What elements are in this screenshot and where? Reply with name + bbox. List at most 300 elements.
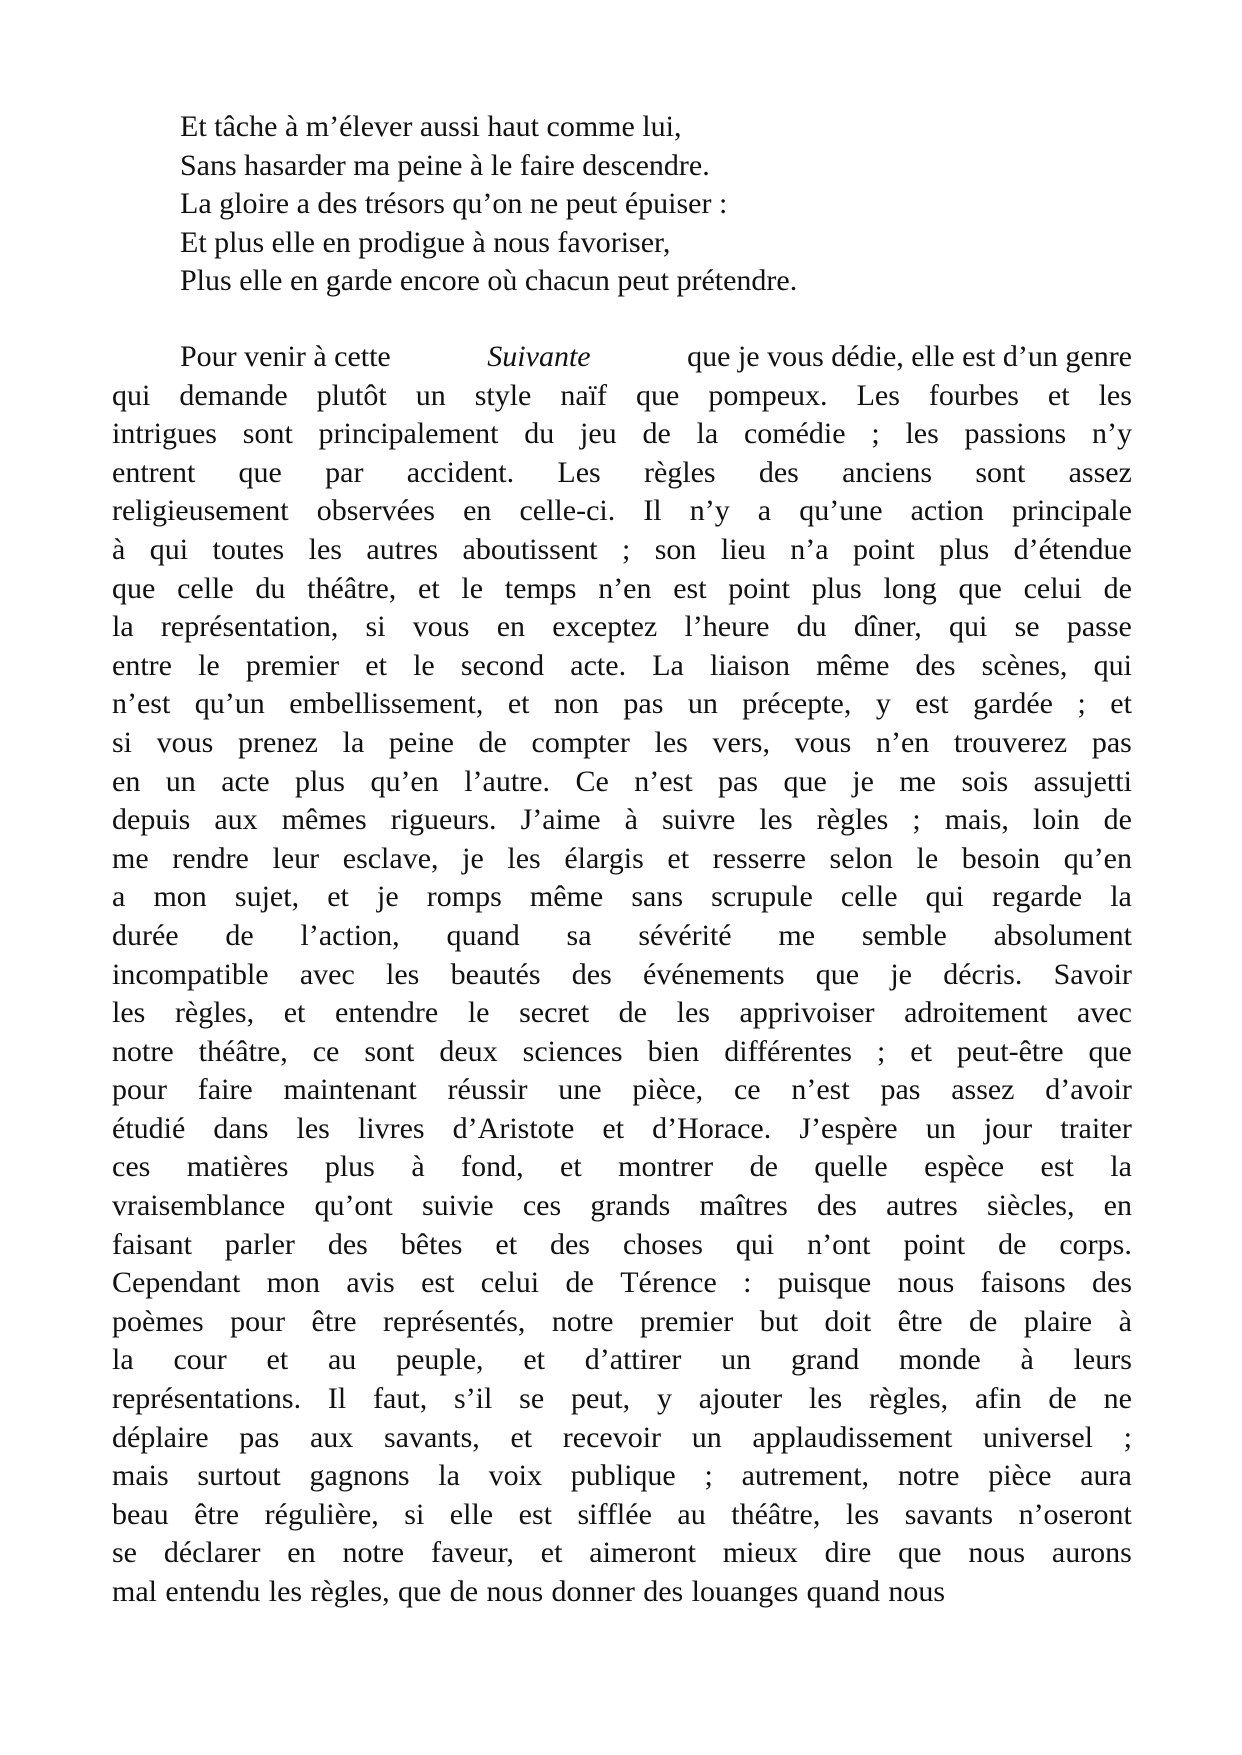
prose-line [112, 1380, 1132, 1419]
word: les [112, 996, 146, 1030]
word: l’action, [300, 918, 400, 952]
word: les [1098, 378, 1132, 412]
word: action [910, 494, 984, 528]
word: que [1088, 1034, 1132, 1068]
prose-line [112, 685, 1132, 724]
word: par [325, 455, 364, 489]
verse-block [180, 108, 1080, 301]
word: au [677, 1497, 706, 1531]
word: aura [1080, 1459, 1132, 1493]
word: acte. [570, 648, 627, 682]
word: publique [570, 1459, 676, 1493]
word: décris. [943, 957, 1023, 991]
word: pas [623, 687, 664, 721]
word: point [853, 532, 915, 566]
word: qui [1093, 648, 1132, 682]
word: y [875, 687, 891, 721]
word: représentation, [160, 610, 339, 644]
word: mêmes [281, 803, 367, 837]
word: liaison [709, 648, 790, 682]
word: vous [794, 725, 852, 759]
word: en [463, 494, 492, 528]
word: ce [312, 1034, 340, 1068]
prose-line [112, 531, 1132, 570]
word: événements [642, 957, 785, 991]
word: de [1048, 1382, 1077, 1416]
word: si [112, 725, 133, 759]
word: pour [230, 1304, 286, 1338]
word: sont [364, 1034, 415, 1068]
word: en [1103, 1189, 1132, 1223]
word: acte [221, 764, 270, 798]
word: vraisemblance [112, 1189, 286, 1223]
verse-line: La gloire a des trésors qu’on ne peut épuiser : [180, 187, 728, 220]
word: avis [346, 1266, 395, 1300]
word: et [266, 1343, 289, 1377]
word: mal [112, 1575, 157, 1608]
word: de [642, 417, 671, 451]
word: jour [983, 1111, 1033, 1145]
prose-line [112, 647, 1132, 686]
word: de [969, 1304, 998, 1338]
prose-line [112, 801, 1132, 840]
word: sujet, [234, 880, 300, 914]
word: beau [112, 1497, 169, 1531]
word: qui [735, 1227, 775, 1261]
word: un [687, 687, 718, 721]
word: n’a [790, 532, 829, 566]
word: embellissement, [289, 687, 484, 721]
word: n’est [791, 1073, 850, 1107]
word: semble [861, 918, 947, 952]
word: de [449, 1575, 479, 1608]
word: apprivoiser [739, 996, 875, 1030]
word: secret [519, 996, 590, 1030]
word: passions [964, 417, 1067, 451]
word: donner [551, 1575, 635, 1608]
word: d’Horace. [652, 1111, 772, 1145]
word: leur [272, 841, 320, 875]
word: plaire [1023, 1304, 1093, 1338]
word: pièce, [632, 1073, 704, 1107]
word: esclave, [342, 841, 439, 875]
prose-line [112, 570, 1132, 609]
word: et [283, 996, 306, 1030]
word: les [808, 1382, 843, 1416]
word: scènes, [981, 648, 1068, 682]
word: demande [179, 378, 288, 412]
word: traiter [1060, 1111, 1132, 1145]
prose-line [112, 415, 1132, 454]
prose-line [112, 1264, 1132, 1303]
word: nous [888, 1575, 946, 1608]
word: depuis [112, 803, 191, 837]
word: faisons [980, 1266, 1066, 1300]
word: second [460, 648, 545, 682]
word: assez [1068, 455, 1132, 489]
word: son [654, 532, 697, 566]
word: se [1014, 610, 1040, 644]
word: sa [566, 918, 592, 952]
word: nous [897, 1266, 955, 1300]
word: les [296, 1111, 330, 1145]
word: peuple, [396, 1343, 484, 1377]
text-segment: que je vous dédie, elle est d’un genre [687, 340, 1132, 373]
word: quelle [814, 1150, 888, 1184]
word: se [519, 1382, 545, 1416]
word: les [845, 1497, 880, 1531]
word: cour [173, 1343, 227, 1377]
word: que [815, 957, 860, 991]
word: les [507, 841, 541, 875]
verse-line: Plus elle en garde encore où chacun peut prétendre. [180, 264, 798, 297]
word: des [915, 648, 956, 682]
word: qui [112, 378, 151, 412]
word: règles, [869, 1382, 949, 1416]
word: me [778, 918, 816, 952]
word: louanges [691, 1575, 799, 1608]
word: pièce [988, 1459, 1052, 1493]
word: sifflée [577, 1497, 652, 1531]
word: accident. [406, 455, 515, 489]
word: je [890, 957, 912, 991]
word: pompeux. [708, 378, 828, 412]
word: maintenant [283, 1073, 417, 1107]
word: et [667, 841, 690, 875]
word: le [413, 648, 435, 682]
word: précepte, [742, 687, 852, 721]
word: la [438, 1459, 460, 1493]
word: corps. [1059, 1227, 1132, 1261]
word: sont [242, 417, 293, 451]
word: la [342, 725, 365, 759]
word: matières [186, 1150, 289, 1184]
word: qu’en [1063, 841, 1132, 875]
word: n’ont [807, 1227, 871, 1261]
word: passe [1066, 610, 1132, 644]
word: est [915, 687, 949, 721]
word: puisque [777, 1266, 872, 1300]
word: théâtre, [198, 1034, 288, 1068]
word: les [308, 532, 342, 566]
word: lieu [720, 532, 766, 566]
word: besoin [961, 841, 1041, 875]
word: gagnons [309, 1459, 410, 1493]
word: que [958, 571, 1002, 605]
word: règles, [174, 996, 255, 1030]
word: est [673, 571, 707, 605]
word: et [602, 1111, 625, 1145]
word: intrigues [112, 417, 217, 451]
word: absolument [993, 918, 1132, 952]
word: n’est [112, 687, 171, 721]
word: et [495, 1227, 518, 1261]
word: fourbes [928, 378, 1019, 412]
word: ajouter [698, 1382, 783, 1416]
prose-line [112, 1187, 1132, 1226]
word: celui [480, 1266, 540, 1300]
word: vous [156, 725, 214, 759]
word: un [415, 378, 446, 412]
word: la [1110, 880, 1132, 914]
word: scrupule [711, 880, 813, 914]
word: peine [388, 725, 454, 759]
word: et [507, 687, 530, 721]
word: n’en [875, 725, 930, 759]
word: je [852, 764, 874, 798]
word: gardée [973, 687, 1053, 721]
word: le [916, 841, 939, 875]
word: me [112, 841, 149, 875]
word: qu’ont [314, 1189, 393, 1223]
prose-line [112, 1303, 1132, 1342]
word: celle-ci. [519, 494, 616, 528]
word: même [816, 648, 890, 682]
word: être [311, 1304, 357, 1338]
word: je [377, 880, 399, 914]
word: La [652, 648, 684, 682]
word: de [478, 725, 507, 759]
word: entendu [165, 1575, 261, 1608]
word: sévérité [638, 918, 732, 952]
prose-line [112, 1573, 1132, 1612]
word: l’heure [684, 610, 770, 644]
word: de [225, 918, 254, 952]
word: celui [1023, 571, 1082, 605]
word: les [905, 417, 939, 451]
word: réussir [447, 1073, 528, 1107]
word: sois [961, 764, 1009, 798]
prose-line [112, 763, 1132, 802]
word: vers, [712, 725, 770, 759]
word: être [897, 1304, 943, 1338]
word: d’Aristote [452, 1111, 575, 1145]
word: jeu [580, 417, 617, 451]
word: l’autre. [464, 764, 550, 798]
word: n’y [689, 494, 730, 528]
word: qui [925, 880, 964, 914]
prose-line [112, 1071, 1132, 1110]
word: universel [983, 1420, 1093, 1454]
word: qui [949, 610, 988, 644]
word: savants [904, 1497, 994, 1531]
word: siècles, [987, 1189, 1075, 1223]
word: afin [974, 1382, 1022, 1416]
word: un [925, 1111, 956, 1145]
word: elle [449, 1497, 494, 1531]
word: ; [871, 417, 880, 451]
word: bêtes [400, 1227, 463, 1261]
word: style [474, 378, 532, 412]
prose-line [112, 1033, 1132, 1072]
word: que [636, 378, 680, 412]
word: que [783, 764, 827, 798]
prose-line [112, 1226, 1132, 1265]
word: pas [1091, 725, 1132, 759]
word: loin [1032, 803, 1080, 837]
word: mon [153, 880, 207, 914]
word: plus [324, 1150, 375, 1184]
word: règles, [310, 1575, 390, 1608]
word: livres [357, 1111, 425, 1145]
word: poèmes [112, 1304, 204, 1338]
word: me [899, 764, 936, 798]
word: faut, [373, 1382, 428, 1416]
word: doit [824, 1304, 872, 1338]
word: et [1047, 378, 1070, 412]
word: autres [886, 1189, 958, 1223]
word: aux [214, 803, 258, 837]
word: plus [294, 764, 345, 798]
word: des [549, 1227, 590, 1261]
word: n’y [1092, 417, 1132, 451]
word: assez [951, 1073, 1015, 1107]
word: et [510, 1420, 533, 1454]
word: choses [622, 1227, 703, 1261]
word: ; [912, 803, 921, 837]
word: étudié [112, 1111, 186, 1145]
word: et [1110, 687, 1132, 721]
word: ce [733, 1073, 761, 1107]
word: les [676, 996, 710, 1030]
word: Cependant [112, 1266, 241, 1300]
word: et [910, 1034, 932, 1068]
word: d’attirer [584, 1343, 682, 1377]
word: régulière, [264, 1497, 379, 1531]
word: peut, [570, 1382, 631, 1416]
word: ; [704, 1459, 713, 1493]
word: assujetti [1033, 764, 1132, 798]
word: la [696, 417, 719, 451]
word: un [165, 764, 196, 798]
word: et [418, 571, 440, 605]
word: adroitement [904, 996, 1048, 1030]
word: celle [177, 571, 234, 605]
prose-line [112, 1534, 1132, 1573]
word: compter [531, 725, 630, 759]
word: ; [1123, 1420, 1132, 1454]
word: resserre [712, 841, 806, 875]
word: bien [647, 1034, 700, 1068]
word: monde [899, 1343, 981, 1377]
word: aurons [1051, 1536, 1132, 1570]
word: espèce [924, 1150, 1005, 1184]
word: en [112, 764, 141, 798]
prose-line [112, 1341, 1132, 1380]
word: la [112, 610, 134, 644]
word: et [327, 880, 349, 914]
word: de [1103, 803, 1132, 837]
prose-line [112, 1457, 1132, 1496]
word: des [571, 957, 612, 991]
word: dire [824, 1536, 872, 1570]
prose-line [112, 1110, 1132, 1149]
word: toutes [212, 532, 285, 566]
word: mais [112, 1459, 169, 1493]
word: et [523, 1343, 545, 1377]
word: du [524, 417, 555, 451]
word: exceptez [552, 610, 658, 644]
word: trouverez [953, 725, 1068, 759]
word: faveur, [430, 1536, 514, 1570]
word: point [903, 1227, 966, 1261]
word: ; [876, 1034, 886, 1068]
word: regarde [992, 880, 1083, 914]
word: comédie [743, 417, 846, 451]
prose-line [112, 956, 1132, 995]
word: des [758, 455, 799, 489]
verse-line: Sans hasarder ma peine à le faire descendre. [180, 148, 710, 182]
word: Il [327, 1382, 347, 1416]
word: les [654, 725, 688, 759]
word: peut-être [956, 1034, 1064, 1068]
word: qu’un [194, 687, 265, 721]
word: le [198, 648, 220, 682]
word: un [691, 1420, 722, 1454]
word: Térence [620, 1266, 717, 1300]
verse-line: Et plus elle en prodigue à nous favoriser, [180, 225, 671, 259]
word: le [461, 571, 484, 605]
word: : [743, 1266, 752, 1300]
prose-line [112, 608, 1132, 647]
word: plus [939, 532, 990, 566]
word: a [112, 880, 126, 914]
word: avec [299, 957, 355, 991]
word: rigueurs. [390, 803, 497, 837]
word: du [255, 571, 286, 605]
word: le [467, 996, 490, 1030]
verse-line: Et tâche à m’élever aussi haut comme lui, [180, 110, 682, 143]
word: deux [439, 1034, 498, 1068]
word: but [759, 1304, 799, 1338]
word: principale [1011, 494, 1132, 528]
word: si [365, 610, 386, 644]
word: la [112, 1343, 134, 1377]
word: observées [316, 494, 435, 528]
word: surtout [197, 1459, 281, 1493]
word: des [327, 1227, 368, 1261]
word: beautés [450, 957, 541, 991]
word: autrement, [741, 1459, 870, 1493]
word: nous [968, 1536, 1026, 1570]
word: Savoir [1053, 957, 1132, 991]
word: qu’en [370, 764, 439, 798]
word: représentés, [382, 1304, 526, 1338]
word: point [728, 571, 790, 605]
word: une [558, 1073, 602, 1107]
word: grands [590, 1189, 671, 1223]
word: suivie [421, 1189, 494, 1223]
word: les [759, 803, 793, 837]
word: déclarer [163, 1536, 261, 1570]
word: que [112, 571, 156, 605]
word: déplaire [112, 1420, 209, 1454]
word: s’il [454, 1382, 493, 1416]
word: Ce [575, 764, 609, 798]
word: différentes [724, 1034, 852, 1068]
word: règles [643, 455, 716, 489]
word: faisant [112, 1227, 192, 1261]
word: entrent [112, 455, 196, 489]
word: maîtres [699, 1189, 788, 1223]
word: quand [806, 1575, 880, 1608]
word: fond, [461, 1150, 524, 1184]
word: montrer [618, 1150, 714, 1184]
word: long [883, 571, 937, 605]
word: du [796, 610, 827, 644]
word: qui [149, 532, 189, 566]
prose-line [112, 994, 1132, 1033]
